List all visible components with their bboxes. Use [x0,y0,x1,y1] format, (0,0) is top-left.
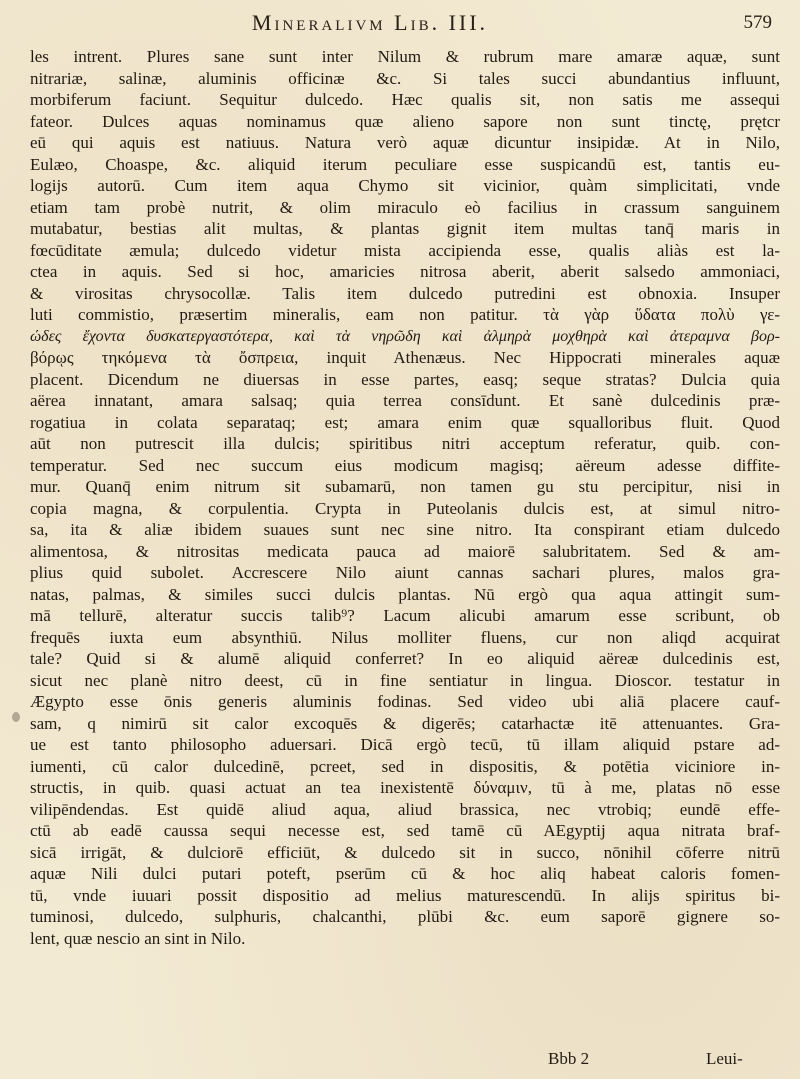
text-line: les intrent. Plures sane sunt inter Nilum & rubrum mare amaræ aquæ, sunt [30,47,780,66]
text-line: logijs autorū. Cum item aqua Chymo sit vicinior, quàm simplicitati, vnde [30,176,780,195]
text-line: frequēs iuxta eum absynthiū. Nilus molliter fluens, cur non aliqd acquirat [30,627,780,647]
text-line: eū qui aquis est natiuus. Natura verò aquæ dicuntur insipidæ. At in Nilo, [30,133,780,152]
text-line: copia magna, & corpulentia. Crypta in Puteolanis dulcis est, at simul nitro- [30,498,780,518]
text-line: nitrariæ, salinæ, aluminis officinæ &c. Si tales succi abundantius influunt, [30,68,780,88]
text-line: natas, palmas, & similes succi dulcis plantas. Nū ergò qua aqua attingit sum- [30,584,780,604]
text-line: Ægypto esse ōnis generis aluminis fodinas. Sed video ubi aliā placere cauf- [30,692,780,711]
text-line-last: lent, quæ nescio an sint in Nilo. [30,928,246,948]
signature-mark: Bbb 2 [548,1049,590,1068]
text-line: fateor. Dulces aquas nominamus quæ alieno sapore non sunt tinctę, prętcr [30,111,780,131]
text-line: Eulæo, Choaspe, &c. aliquid iterum peculiare esse suspicandū est, tantis eu- [30,154,780,174]
text-line: tale? Quid si & alumē aliquid conferret? In eo aliquid aëreæ dulcedinis est, [30,649,780,668]
text-line: ctū ab eadē caussa sequi necesse est, sed tamē cū AEgyptij aqua nitrata braf- [30,821,780,840]
text-line: aërea innatant, amara salsaq; quia terrea consīdunt. Et sanè dulcedinis præ- [30,391,780,410]
text-line: aūt non putrescit illa dulcis; spiritibus nitri acceptum referatur, quib. con- [30,434,780,453]
text-line: etiam tam probè nutrit, & olim miraculo eò facilius in crassum sanguinem [30,197,780,217]
text-line: ue est tanto philosopho aduersari. Dicā ergò tecū, tū illam aliquid pstare ad- [30,735,780,754]
text-line: fœcūditate æmula; dulcedo videtur mista accipienda esse, qualis aliàs est la- [30,240,780,260]
greek-text-line: ώδες ἔχοντα δυσκατεργαστότερα, καὶ τὰ νηρῶδη καὶ ἀλμηρὰ μοχθηρὰ καὶ ἀτεραμνα βορ- [30,327,780,345]
text-line: luti commistio, præsertim mineralis, eam non patitur. τὰ γὰρ ὕδατα πολὺ γε- [30,305,780,324]
text-line: mur. Quanq̄ enim nitrum sit subamarū, non tamen gu stu percipitur, nisi in [30,477,780,496]
ink-blot [12,712,20,722]
text-line: iumenti, cū calor dulcedinē, pcreet, sed in dispositis, & potētia viciniore in- [30,756,780,776]
text-line: ctea in aquis. Sed si hoc, amaricies nitrosa aberit, aberit salsedo ammoniaci, [30,262,780,281]
text-line: rogatiua in colata separataq; est; amara enim quæ squalloribus fluit. Quod [30,412,780,432]
text-line: tū, vnde iuuari possit dispositio ad melius maturescendū. In alijs spiritus bi- [30,885,780,905]
body-text [30,46,780,949]
text-line: placent. Dicendum ne diuersas in esse partes, easq; seque stratas? Dulcia quia [30,369,780,389]
running-head [0,6,800,46]
text-line: sicut nec planè nitro deest, cū in fine sentiatur in lingua. Dioscor. testatur in [30,670,780,690]
text-line: sicā irrigāt, & dulciorē efficiūt, & dulcedo sit in succo, nōnihil cōferre nitrū [30,842,780,862]
running-title: Mineralivm Lib. III. [251,10,489,35]
text-line: βόρῳς τηκόμενα τὰ ὄσπρεια, inquit Athenæus. Nec Hippocrati minerales aquæ [30,348,780,367]
text-line: sa, ita & aliæ ibidem suaues sunt nec sine nitro. Ita conspirant etiam dulcedo [30,520,780,539]
page-number: 579 [743,12,772,33]
text-line: morbiferum faciunt. Sequitur dulcedo. Hæc qualis sit, non satis me assequi [30,90,780,109]
text-line: vilipēndendas. Est quidē aliud aqua, aliud brassica, nec vtrobiq; eundē effe- [30,799,780,819]
text-line: & virositas chrysocollæ. Talis item dulcedo putredini est obnoxia. Insuper [30,283,780,303]
text-line: aquæ Nili dulci putari poteft, pserūm cū & hoc aliq habeat caloris fomen- [30,864,780,883]
text-line: mutabatur, bestias alit multas, & plantas gignit item multas tanq̄ maris in [30,219,780,238]
text-line: tuminosi, dulcedo, sulphuris, chalcanthi, plūbi &c. eum saporē gignere so- [30,907,780,926]
text-line: structis, in quib. quasi actuat an tea inexistentē δύναμιν, tū à me, platas nō esse [30,778,780,797]
text-line: alimentosa, & nitrositas medicata pauca ad maiorē salubritatem. Sed & am- [30,541,780,561]
text-line: temperatur. Sed nec succum eius modicum magisq; aëreum adesse diffite- [30,455,780,475]
text-line: sam, q nimirū sit calor excoquēs & digerēs; catarhactæ itē attenuantes. Gra- [30,713,780,733]
catchword: Leui- [706,1049,743,1068]
text-line: plius quid subolet. Accrescere Nilo aiunt cannas sachari plures, malos gra- [30,563,780,582]
text-line: mā tellurē, alteratur succis talib⁹? Lacum alicubi amarum esse scribunt, ob [30,606,780,625]
